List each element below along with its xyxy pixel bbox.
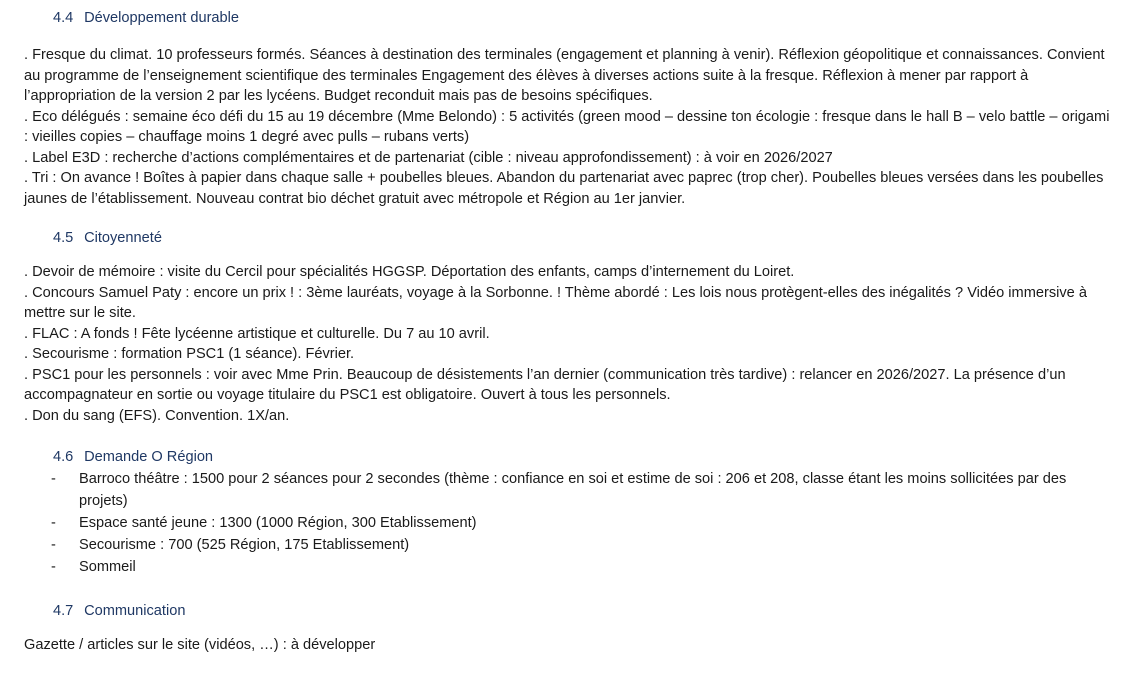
paragraph: . Eco délégués : semaine éco défi du 15 au 19 décembre (Mme Belondo) : 5 activités (green mood – dessine ton écologie : fresque dans le hall B – velo battle – origami : vieilles copies – chauffage moins 1 degré avec pulls – rubans verts) [24, 108, 1110, 145]
bullet-dash: - [51, 515, 56, 531]
section-number: 4.6 [53, 449, 74, 465]
paragraph: . Concours Samuel Paty : encore un prix ! : 3ème lauréats, voyage à la Sorbonne. ! Thème abordé : Les lois nous protègent-elles des inégalités ? Vidéo immersive à mettre sur le site. [24, 284, 1087, 321]
section-title: Développement durable [84, 10, 240, 26]
paragraph: . Devoir de mémoire : visite du Cercil pour spécialités HGGSP. Déportation des enfants, camps d’internement du Loiret. [24, 264, 795, 280]
paragraph: . FLAC : A fonds ! Fête lycéenne artistique et culturelle. Du 7 au 10 avril. [24, 325, 490, 342]
section-number: 4.4 [53, 10, 74, 26]
bullet-dash: - [51, 559, 56, 575]
section-title: Demande O Région [84, 449, 214, 465]
list-item-text: Secourisme : 700 (525 Région, 175 Etablissement) [79, 537, 410, 553]
list-item [24, 534, 1114, 556]
paragraph: . Don du sang (EFS). Convention. 1X/an. [24, 407, 290, 424]
section-title: Communication [84, 603, 186, 619]
bullet-dash: - [51, 471, 56, 487]
section-heading-demande-o-region [53, 449, 213, 465]
section-body-developpement-durable [24, 45, 1114, 209]
bullet-list [24, 468, 1114, 578]
section-title: Citoyenneté [84, 230, 162, 246]
paragraph: . Label E3D : recherche d’actions complémentaires et de partenariat (cible : niveau approfondissement) : à voir en 2026/2027 [24, 149, 833, 166]
section-number: 4.7 [53, 603, 74, 619]
section-number: 4.5 [53, 230, 74, 246]
paragraph: . PSC1 pour les personnels : voir avec Mme Prin. Beaucoup de désistements l’an dernier (communication très tardive) : relancer en 2026/2027. La présence d’un accompagnateur en sortie ou voyage titulaire du PSC1 est obligatoire. Ouvert à tous les personnels. [24, 366, 1066, 403]
section-heading-citoyennete [53, 230, 162, 246]
list-item-text: Sommeil [79, 559, 136, 575]
list-item [24, 512, 1114, 534]
paragraph: . Secourisme : formation PSC1 (1 séance). Février. [24, 346, 355, 362]
paragraph: Gazette / articles sur le site (vidéos, …) : à développer [24, 637, 376, 653]
list-item-text: Barroco théâtre : 1500 pour 2 séances pour 2 secondes (thème : confiance en soi et estime de soi : 206 et 208, classe étant les moins sollicitées par des projets) [79, 471, 1067, 509]
section-body-citoyennete [24, 262, 1114, 426]
paragraph: . Fresque du climat. 10 professeurs formés. Séances à destination des terminales (engagement et planning à venir). Réflexion géopolitique et connaissances. Convient au programme de l’enseignement scientifique des terminales Engagement des élèves à diverses actions suite à la fresque. Réflexion à mener par rapport à l’appropriation de la version 2 par les lycéens. Budget reconduit mais pas de besoins spécifiques. [24, 47, 1105, 104]
section-heading-communication [53, 603, 185, 619]
list-item [24, 556, 1114, 578]
paragraph: . Tri : On avance ! Boîtes à papier dans chaque salle + poubelles bleues. Abandon du partenariat avec paprec (trop cher). Poubelles bleues versées dans les poubelles jaunes de l’établissement. Nouveau contrat bio déchet gratuit avec métropole et Région au 1er janvier. [24, 170, 1104, 207]
list-item-text: Espace santé jeune : 1300 (1000 Région, 300 Etablissement) [79, 515, 477, 531]
section-heading-developpement-durable [53, 10, 239, 26]
bullet-dash: - [51, 537, 56, 553]
list-item [24, 468, 1114, 512]
